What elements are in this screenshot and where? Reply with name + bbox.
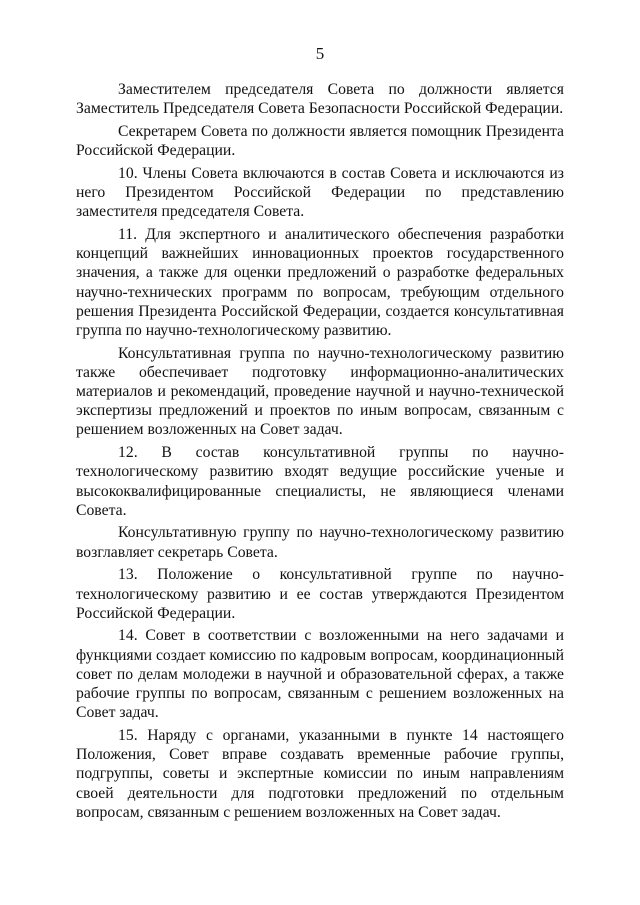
paragraph-deputy-chairman: Заместителем председателя Совета по должности является Заместитель Председателя Совета Безопасности Российской Федерации.: [76, 81, 564, 118]
paragraph-consultative-group: Консультативная группа по научно-технологическому развитию также обеспечивает подготовку информационно-аналитических материалов и рекомендаций, проведение научной и научно-технической экспертизы предложений и проектов по иным вопросам, связанным с решением возложенных на Совет задач.: [76, 344, 564, 439]
document-body: [76, 80, 564, 826]
paragraph-item-13: 13. Положение о консультативной группе по научно-технологическому развитию и ее состав утверждаются Президентом Российской Федерации.: [76, 566, 564, 622]
paragraph-group-head: Консультативную группу по научно-технологическому развитию возглавляет секретарь Совета.: [76, 524, 564, 561]
paragraph-item-11: 11. Для экспертного и аналитического обеспечения разработки концепций важнейших инновационных проектов государственного значения, а также для оценки предложений о разработке федеральных научно-технических программ по вопросам, требующим отдельного решения Президента Российской Федерации, создается консультативная группа по научно-технологическому развитию.: [76, 225, 564, 339]
page-number: 5: [315, 44, 325, 63]
paragraph-item-10: 10. Члены Совета включаются в состав Совета и исключаются из него Президентом Российской Федерации по представлению заместителя председателя Совета.: [76, 164, 564, 221]
paragraph-item-15: 15. Наряду с органами, указанными в пункте 14 настоящего Положения, Совет вправе создавать временные рабочие группы, подгруппы, советы и экспертные комиссии по иным направлениям своей деятельности для подготовки предложений по отдельным вопросам, связанным с решением возложенных на Совет задач.: [76, 727, 564, 821]
paragraph-secretary: Секретарем Совета по должности является помощник Президента Российской Федерации.: [76, 122, 564, 160]
paragraph-item-14: 14. Совет в соответствии с возложенными на него задачами и функциями создает комиссию по кадровым вопросам, координационный совет по делам молодежи в научной и образовательной сферах, а также рабочие группы по вопросам, связанным с решением возложенных на Совет задач.: [76, 627, 564, 722]
paragraph-item-12: 12. В состав консультативной группы по научно-технологическому развитию входят ведущие российские ученые и высококвалифицированные специалисты, не являющиеся членами Совета.: [76, 444, 564, 519]
